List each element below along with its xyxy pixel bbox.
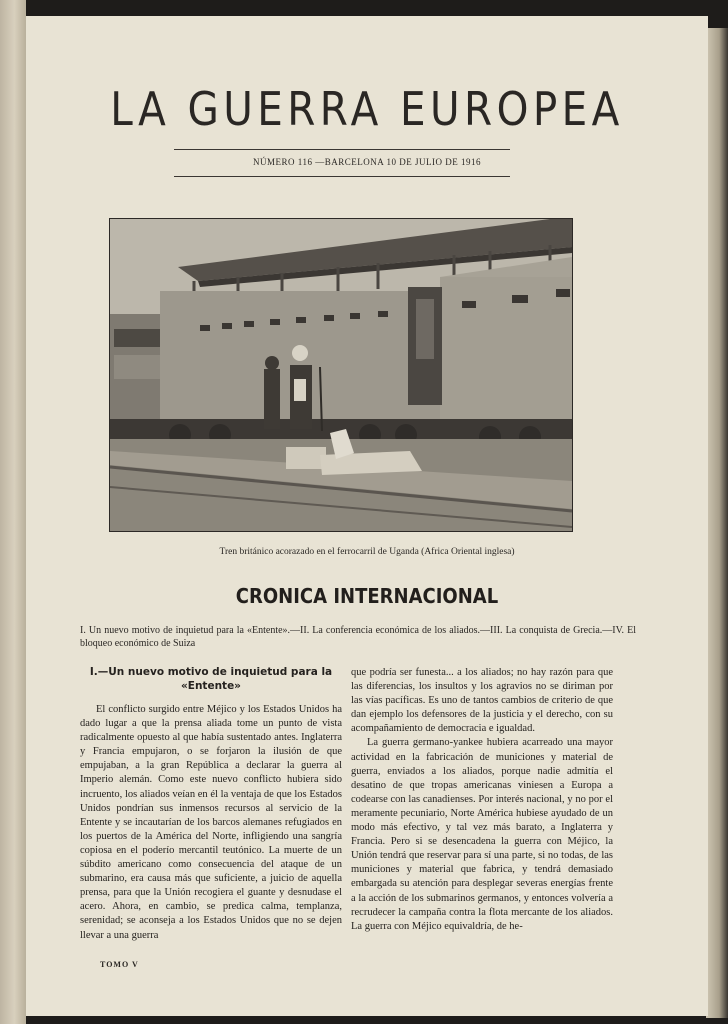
photo-caption: Tren británico acorazado en el ferrocarril de Uganda (Africa Oriental inglesa) — [219, 547, 515, 557]
armored-train-photo-icon — [110, 219, 572, 531]
article-paragraph: que podría ser funesta... a los aliados; no hay razón para que las diferencias, los insultos y los agravios no se diriman por las vías pacíficas. Es uno de tantos cambios de criterio de que dan ejemplo los defensores de la justicia y el derecho, con su acompañamiento de democracia e igualdad. — [351, 667, 613, 735]
article-column-right — [351, 666, 613, 934]
newspaper-page — [26, 16, 708, 1016]
article-paragraph: La guerra germano-yankee hubiera acarreado una mayor actividad en la fabricación de municiones y material de guerra, enviados a los aliados, porque nadie admitía el desatino de que tropas americanas viniesen a Europa a codearse con las canadienses. Por interés nacional, y no por el meramente pecuniario, Norte América hubiese ayudado de un modo más efectivo, y tal vez más barato, a Inglaterra y Francia. Pero si se desencadena la guerra con Méjico, la Unión tendrá que reservar para sí una parte, si no todas, de las municiones y material que fabrica, y tendrá demasiado embargada su atención para desplegar severas energías frente a la acción de los submarinos germanos, y entonces volvería a recrudecer la campaña contra la flota mercante de los aliados. La guerra con Méjico equivaldría, de he- — [351, 737, 613, 932]
article-paragraph: El conflicto surgido entre Méjico y los Estados Unidos ha dado lugar a que la prensa aliada tome un punto de vista radicalmente opuesto al que había sustentado antes. Inglaterra y Francia empujaron, o se forjaron la ilusión de que empujaban, a la gran República a declarar la guerra al Imperio alemán. Como este nuevo conflicto hubiera sido incruento, los aliados veían en él la ventaja de que los Estados Unidos pondrían sus inmensos recursos al servicio de la Entente y se incautarían de los barcos alemanes refugiados en los puertos de la América del Norte, infligiendo una sangría copiosa en el poderío mercantil teutónico. La muerte de un súbdito americano como consecuencia del ataque de un submarino, era causa más que suficiente, a juicio de aquella prensa, para que la Unión recogiera el guante y desnudase el acero. Ahora, en cambio, se predica calma, templanza, serenidad; se aconseja a los Estados Unidos que no se dejen llevar a una guerra — [80, 704, 342, 941]
volume-footer: TOMO V — [100, 960, 139, 969]
masthead-rule-bottom — [174, 176, 510, 177]
masthead-title: LA GUERRA EUROPEA — [110, 82, 624, 136]
section-summary: I. Un nuevo motivo de inquietud para la «Entente».—II. La conferencia económica de los aliados.—III. La conquista de Grecia.—IV. El bloqueo económico de Suiza — [80, 625, 636, 649]
issue-line: NÚMERO 116 —BARCELONA 10 DE JULIO DE 1916 — [253, 157, 481, 167]
section-title: CRONICA INTERNACIONAL — [235, 584, 499, 608]
article-heading: I.—Un nuevo motivo de inquietud para la «Entente» — [89, 666, 333, 692]
armored-train-photo — [109, 218, 573, 532]
article-column-left — [80, 665, 342, 943]
masthead-rule-top — [174, 149, 510, 150]
book-spine — [0, 0, 26, 1024]
page-edge — [706, 28, 728, 1018]
